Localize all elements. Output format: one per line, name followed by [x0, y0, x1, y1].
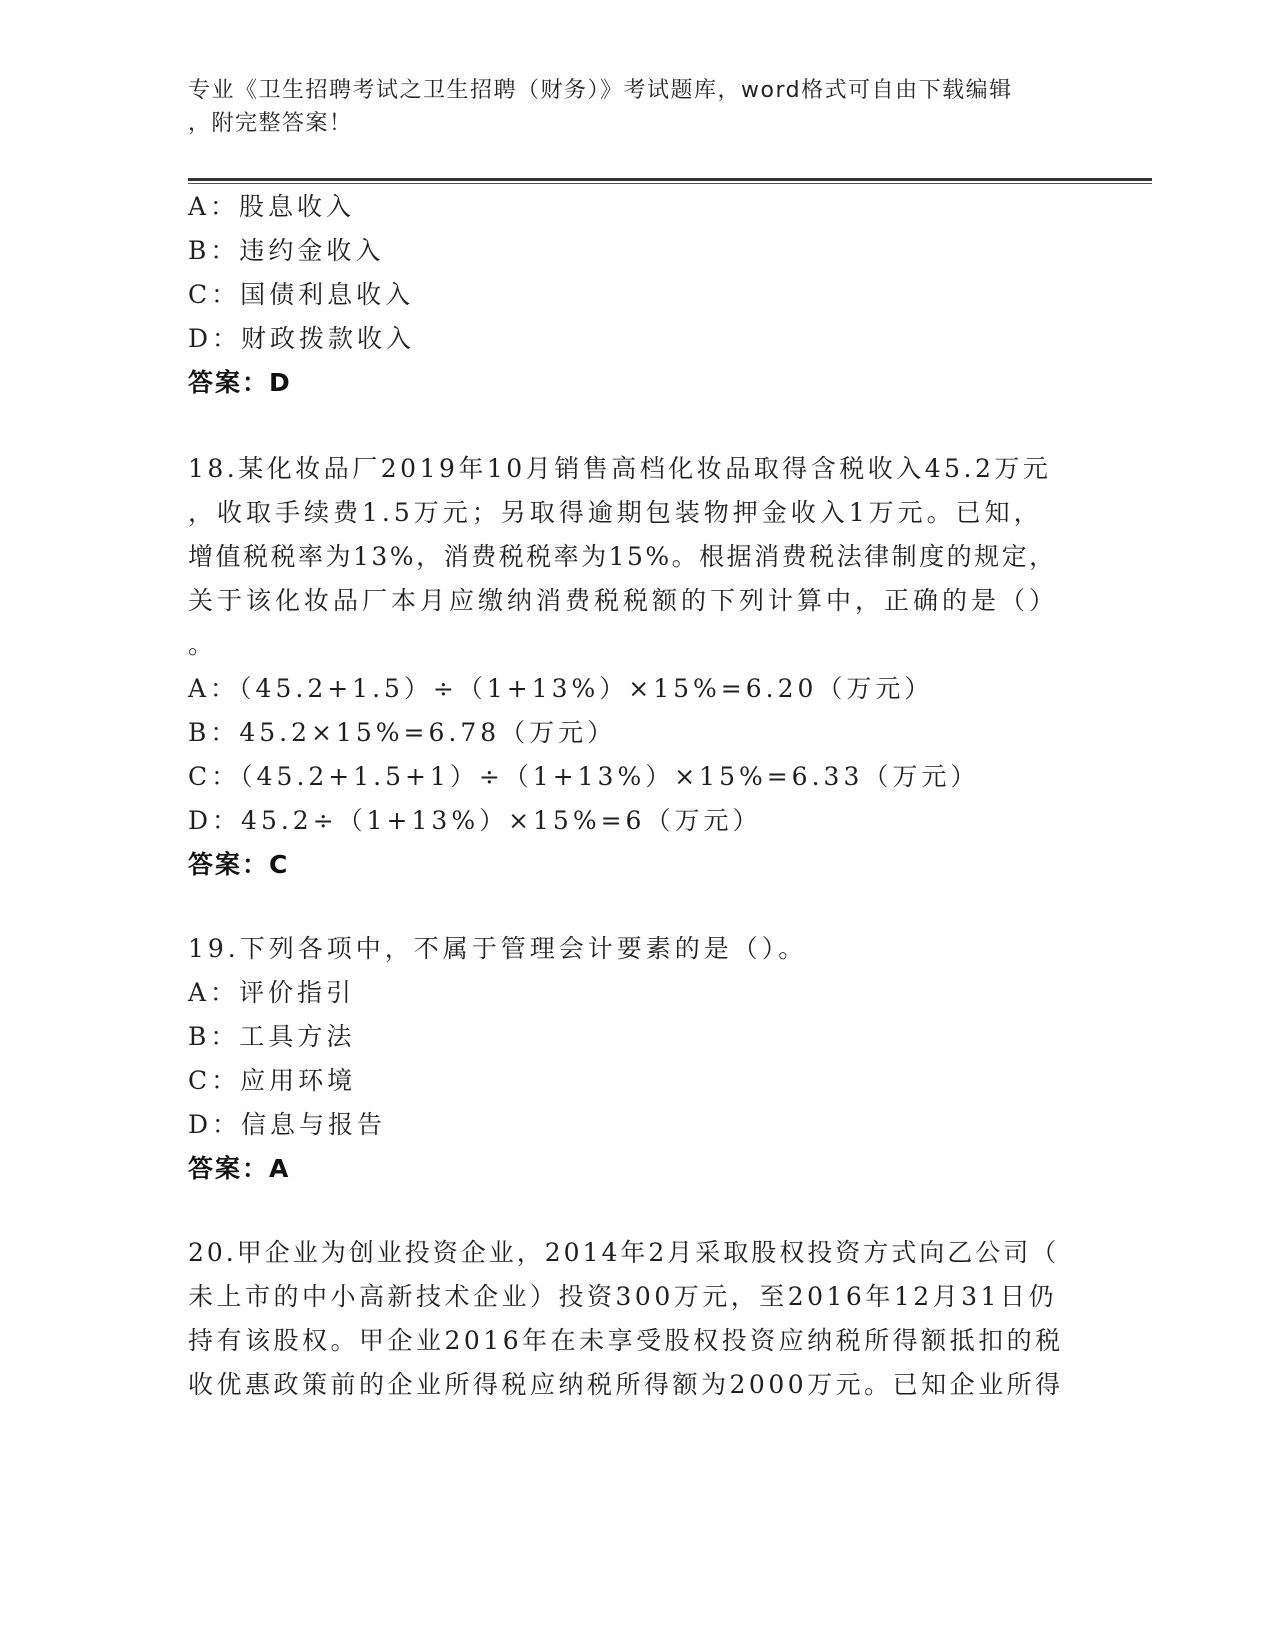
header-divider-thin	[188, 183, 1152, 184]
q17-option-c: C：国债利息收入	[188, 280, 415, 309]
q18-option-d: D：45.2÷（1+13%）×15%=6（万元）	[188, 806, 762, 835]
header-divider	[188, 178, 1152, 181]
q18-answer: 答案：C	[188, 850, 290, 879]
q18-option-b: B：45.2×15%=6.78（万元）	[188, 718, 617, 747]
q18-option-c: C：（45.2+1.5+1）÷（1+13%）×15%=6.33（万元）	[188, 762, 980, 791]
q18-stem-line-2: ，收取手续费1.5万元；另取得逾期包装物押金收入1万元。已知，	[188, 498, 1043, 527]
q19-answer: 答案：A	[188, 1154, 291, 1183]
document-header	[188, 74, 1078, 140]
q18-stem-line-4: 关于该化妆品厂本月应缴纳消费税税额的下列计算中，正确的是（）	[188, 586, 1059, 615]
q20-stem-line-3: 持有该股权。甲企业2016年在未享受股权投资应纳税所得额抵扣的税	[188, 1326, 1064, 1355]
q17-option-b: B：违约金收入	[188, 236, 385, 265]
header-line-1: 专业《卫生招聘考试之卫生招聘（财务）》考试题库，word格式可自由下载编辑	[188, 78, 1013, 103]
q18-stem-line-1: 18.某化妆品厂2019年10月销售高档化妆品取得含税收入45.2万元	[188, 454, 1052, 483]
q19-option-a: A：评价指引	[188, 978, 356, 1007]
q18-stem-line-5: 。	[188, 630, 218, 659]
header-line-2: ，附完整答案！	[188, 111, 353, 136]
q18-option-a: A：（45.2+1.5）÷（1+13%）×15%=6.20（万元）	[188, 674, 934, 703]
q19-option-c: C：应用环境	[188, 1066, 357, 1095]
q19-stem-line-1: 19.下列各项中，不属于管理会计要素的是（）。	[188, 934, 808, 963]
q17-option-d: D：财政拨款收入	[188, 324, 416, 353]
q17-answer: 答案：D	[188, 368, 292, 397]
q20-stem-line-4: 收优惠政策前的企业所得税应纳税所得额为2000万元。已知企业所得	[188, 1370, 1064, 1399]
q19-option-d: D：信息与报告	[188, 1110, 387, 1139]
q17-option-a: A：股息收入	[188, 192, 356, 221]
q18-stem-line-3: 增值税税率为13%，消费税税率为15%。根据消费税法律制度的规定，	[188, 542, 1057, 571]
q20-stem-line-2: 未上市的中小高新技术企业）投资300万元，至2016年12月31日仍	[188, 1282, 1057, 1311]
q20-stem-line-1: 20.甲企业为创业投资企业，2014年2月采取股权投资方式向乙公司（	[188, 1238, 1060, 1267]
q19-option-b: B：工具方法	[188, 1022, 356, 1051]
